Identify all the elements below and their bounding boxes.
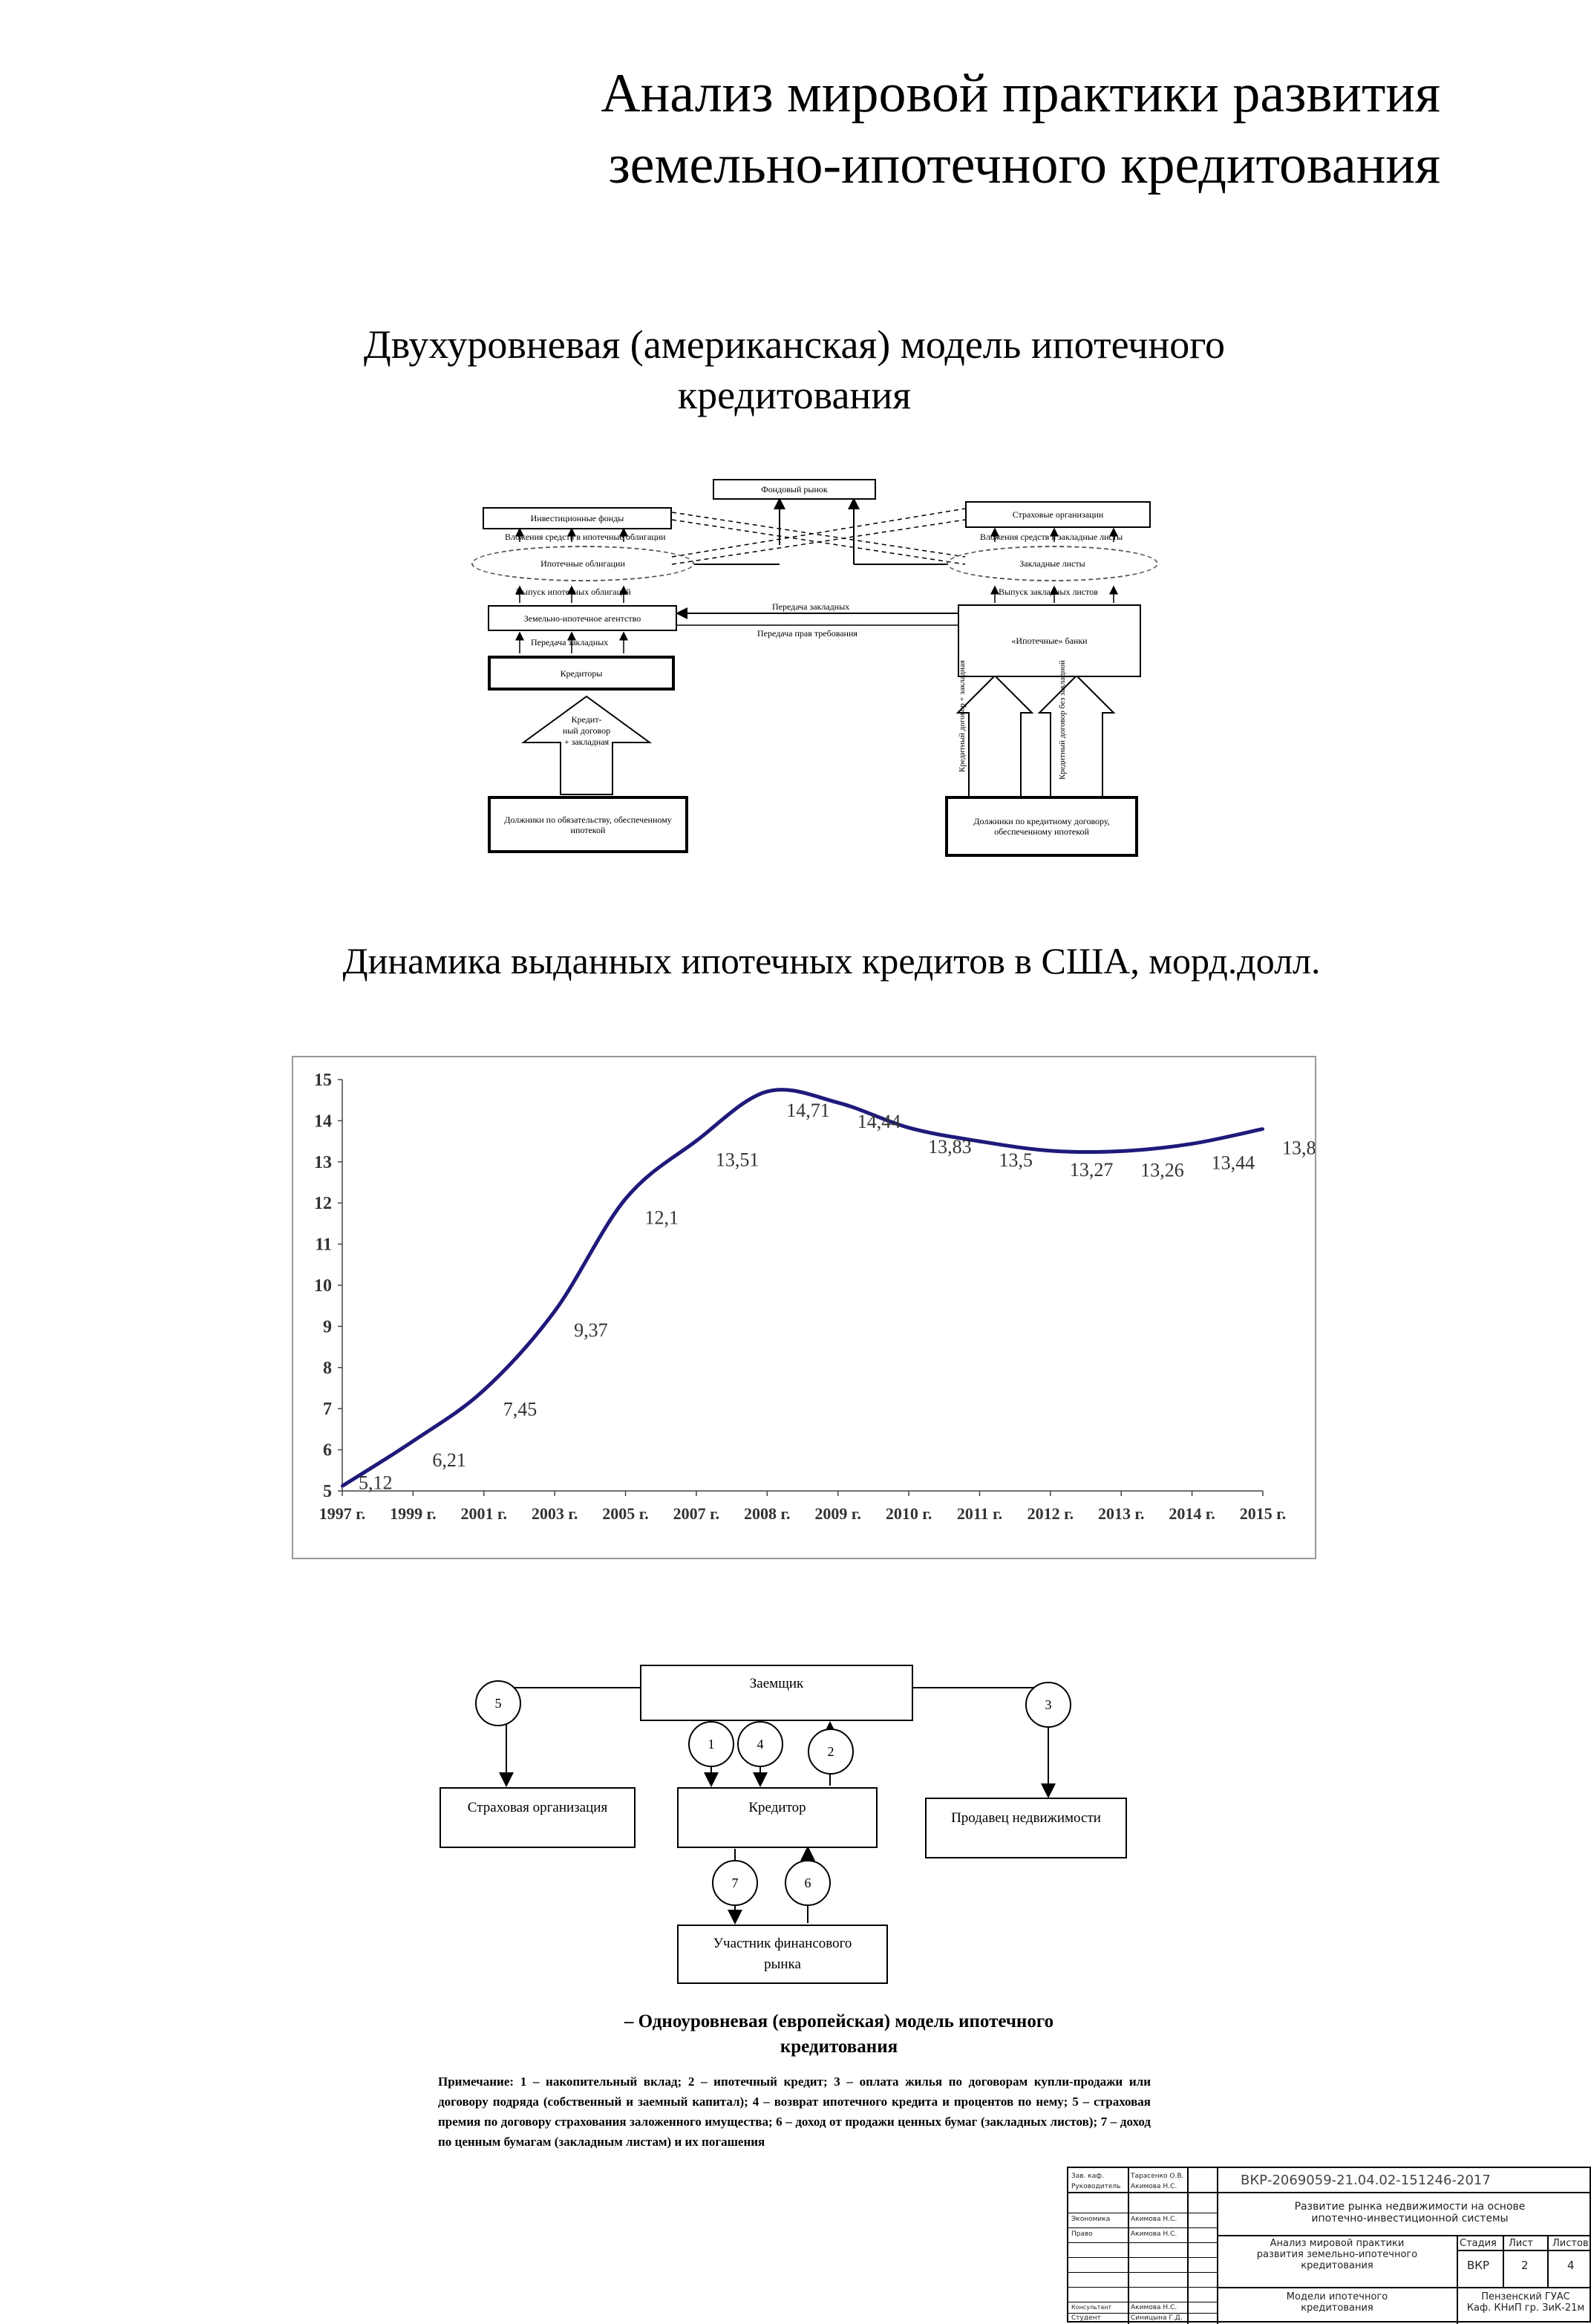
x-tick-label: 2001 г. [460, 1504, 508, 1523]
person-name: Акимова Н.С. [1131, 2304, 1177, 2311]
issue-bonds-label: Выпуск ипотечных облигаций [516, 587, 631, 597]
x-tick-label: 2014 г. [1169, 1504, 1215, 1523]
flow-circle-6: 6 [785, 1860, 831, 1906]
one-level-caption: – Одноуровневая (европейская) модель ипотечного кредитования [624, 2011, 1054, 2057]
person-name: Синицына Г.Д. [1131, 2314, 1183, 2322]
x-tick-label: 2015 г. [1239, 1504, 1287, 1523]
y-tick-label: 15 [314, 1071, 332, 1090]
x-tick-label: 2013 г. [1097, 1504, 1145, 1523]
mortgage-bonds-ellipse: Ипотечные облигации [471, 546, 694, 581]
y-tick-label: 7 [323, 1400, 332, 1420]
flow-circle-2: 2 [808, 1729, 854, 1775]
data-label: 13,51 [715, 1149, 759, 1171]
data-label: 14,44 [857, 1111, 901, 1133]
organization: Пензенский ГУАС Каф. КНиП гр. ЗиК-21м [1466, 2291, 1585, 2314]
person-name: Акимова Н.С. [1131, 2183, 1177, 2190]
data-label: 13,83 [928, 1135, 972, 1158]
model-title: Модели ипотечного кредитования [1286, 2291, 1388, 2314]
debtors-right-box: Должники по кредитному договору, обеспеченному ипотекой [945, 796, 1138, 857]
data-label: 13,27 [1069, 1158, 1114, 1181]
role-label: Право [1071, 2230, 1093, 2238]
chart-title: Динамика выданных ипотечных кредитов в США, морд.долл. [342, 940, 1321, 982]
role-label: Консультант [1071, 2304, 1112, 2311]
creditors-box: Кредиторы [488, 656, 675, 691]
role-label: Студент [1071, 2314, 1101, 2322]
x-tick-label: 2010 г. [885, 1504, 932, 1523]
data-label: 13,8 [1282, 1137, 1315, 1159]
mortgage-notes-ellipse: Закладные листы [947, 546, 1158, 581]
y-tick-label: 13 [314, 1152, 332, 1172]
insurance-box: Страховая организация [440, 1787, 636, 1848]
theme-title: Развитие рынка недвижимости на основе ипотечно-инвестиционной системы [1294, 2201, 1526, 2225]
x-tick-label: 2003 г. [531, 1504, 578, 1523]
y-tick-label: 14 [314, 1112, 332, 1132]
data-label: 13,44 [1211, 1152, 1255, 1174]
x-tick-label: 2011 г. [956, 1504, 1003, 1523]
data-label: 9,37 [574, 1319, 608, 1341]
x-tick-label: 2012 г. [1027, 1504, 1074, 1523]
seller-box: Продавец недвижимости [925, 1798, 1127, 1858]
left-arrow-label: Кредит- ный договор + закладная [562, 714, 611, 747]
y-tick-label: 10 [314, 1276, 332, 1296]
invest-bonds-label: Вложения средств в ипотечные облигации [505, 532, 666, 542]
data-label: 13,5 [999, 1149, 1033, 1172]
transfer-mortgages-left-label: Передача закладных [531, 637, 609, 647]
y-tick-label: 8 [323, 1358, 332, 1378]
stage-header: Стадия [1460, 2238, 1497, 2249]
y-tick-label: 12 [314, 1194, 332, 1214]
y-tick-label: 11 [315, 1235, 332, 1255]
fin-market-box: Участник финансового рынка [677, 1925, 888, 1984]
invest-notes-label: Вложения средств в закладные листы [980, 532, 1123, 542]
title-block [1067, 2167, 1591, 2323]
x-tick-label: 2009 г. [814, 1504, 861, 1523]
sheet-title: Анализ мировой практики развития земельно-ипотечного кредитования [1256, 2238, 1418, 2271]
flow-circle-7: 7 [712, 1860, 758, 1906]
person-name: Акимова Н.С. [1131, 2216, 1177, 2223]
role-label: Зав. каф. [1071, 2173, 1104, 2180]
creditor-box: Кредитор [677, 1787, 878, 1848]
doc-code: ВКР-2069059-21.04.02-151246-2017 [1241, 2173, 1491, 2188]
flow-circle-5: 5 [475, 1680, 521, 1726]
x-tick-label: 2005 г. [602, 1504, 649, 1523]
one-level-note: Примечание: 1 – накопительный вклад; 2 – ипотечный кредит; 3 – оплата жилья по договорам купли-продажи или договору подряда (собственный и заемный капитал); 4 – возврат ипотечного кредита и процентов по нему; 5 – страховая премия по договору страхования заложенного имущества; 6 – доход от продажи ценных бумаг (закладных листов); 7 – доход по ценным бумагам (закладным листам) и их погашения [438, 2075, 1151, 2149]
data-label: 7,45 [503, 1398, 538, 1420]
person-name: Акимова Н.С. [1131, 2230, 1177, 2238]
flow-circle-4: 4 [737, 1721, 783, 1767]
role-label: Экономика [1071, 2216, 1111, 2223]
sheet-value: 2 [1521, 2259, 1529, 2272]
debtors-left-box: Должники по обязательству, обеспеченному ипотекой [488, 796, 688, 853]
x-tick-label: 1997 г. [318, 1504, 366, 1523]
x-tick-label: 2007 г. [673, 1504, 720, 1523]
transfer-claims-label: Передача прав требования [757, 628, 857, 639]
x-tick-label: 2008 г. [744, 1504, 791, 1523]
stage-value: ВКР [1467, 2259, 1489, 2272]
data-label: 14,71 [786, 1100, 830, 1122]
mortgage-banks-box: «Ипотечные» банки [958, 604, 1141, 677]
right-arrow-1-label: Кредитный договор + закладная [958, 660, 967, 772]
right-arrow-2-label: Кредитный договор без закладной [1058, 660, 1067, 780]
y-tick-label: 5 [323, 1482, 332, 1501]
sheet-header: Лист [1509, 2238, 1533, 2249]
flow-circle-3: 3 [1025, 1682, 1071, 1728]
x-tick-label: 1999 г. [390, 1504, 437, 1523]
data-label: 5,12 [359, 1472, 393, 1494]
person-name: Тарасенко О.В. [1131, 2173, 1184, 2180]
transfer-mortgages-label: Передача закладных [772, 601, 850, 612]
sheets-value: 4 [1567, 2259, 1575, 2272]
data-label: 13,26 [1140, 1159, 1184, 1181]
issue-notes-label: Выпуск закладных листов [999, 587, 1098, 597]
role-label: Руководитель [1071, 2183, 1121, 2190]
insurance-orgs-box: Страховые организации [965, 501, 1151, 528]
two-level-model-title: Двухуровневая (американская) модель ипотечного кредитования [363, 322, 1226, 417]
land-agency-box: Земельно-ипотечное агентство [488, 605, 677, 631]
data-label: 6,21 [432, 1449, 466, 1471]
data-label: 12,1 [644, 1207, 679, 1229]
y-tick-label: 9 [323, 1317, 332, 1337]
investment-funds-box: Инвестиционные фонды [483, 507, 672, 529]
flow-circle-1: 1 [688, 1721, 734, 1767]
borrower-box: Заемщик [640, 1665, 913, 1721]
stock-market-box: Фондовый рынок [713, 479, 876, 500]
sheets-header: Листов [1552, 2238, 1589, 2249]
page-title: Анализ мировой практики развития земельно-ипотечного кредитования [601, 63, 1440, 195]
y-tick-label: 6 [323, 1440, 332, 1460]
